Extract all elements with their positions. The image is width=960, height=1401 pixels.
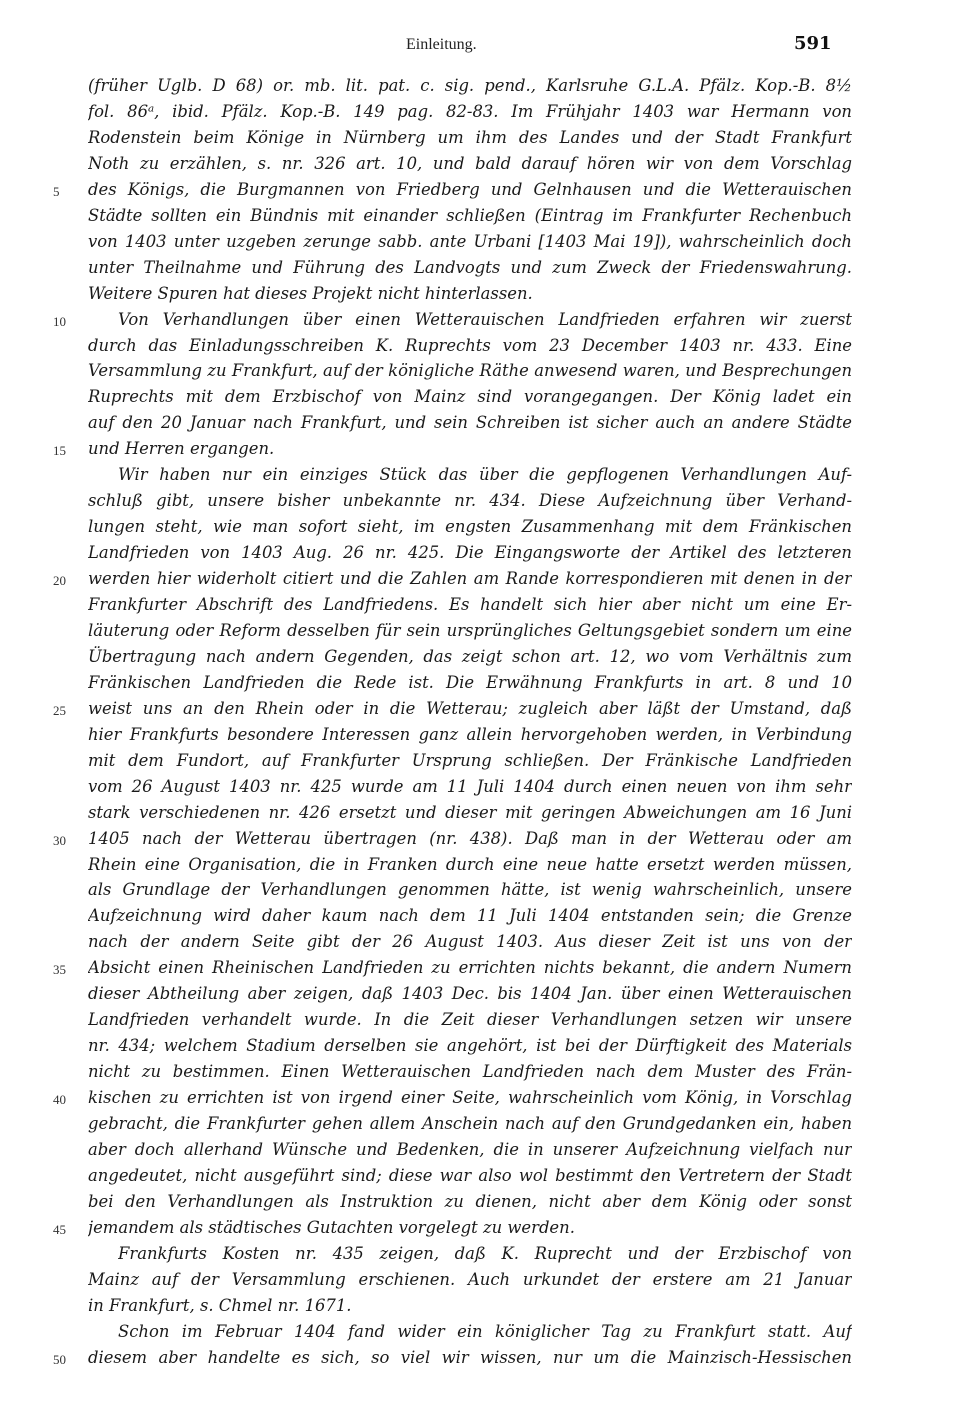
text-line: weist uns an den Rhein oder in die Wetterau; zugleich aber läßt der Umstand, daß [88, 698, 852, 718]
text-line: Landfrieden verhandelt wurde. In die Zeit dieser Verhandlungen setzen wir unsere [88, 1010, 852, 1030]
text-line: Ruprechts mit dem Erzbischof von Mainz sind vorangegangen. Der König ladet ein [88, 387, 852, 407]
text-line: nach der andern Seite gibt der 26 August 1403. Aus dieser Zeit ist uns von der [88, 932, 852, 952]
text-line: Frankfurts Kosten nr. 435 zeigen, daß K. Ruprecht und der Erzbischof von [118, 1243, 852, 1263]
text-line: Übertragung nach andern Gegenden, das zeigt schon art. 12, wo vom Verhältnis zum [88, 646, 852, 666]
text-line: gebracht, die Frankfurter gehen allem Anschein nach auf den Grundgedanken ein, haben [88, 1114, 852, 1133]
running-header: Einleitung. [406, 36, 477, 53]
text-line: angedeutet, nicht ausgeführt sind; diese war also wol bestimmt den Vertretern der Stadt [88, 1165, 852, 1185]
text-line: Weitere Spuren hat dieses Projekt nicht hinterlassen. [88, 283, 533, 303]
text-line: Noth zu erzählen, s. nr. 326 art. 10, und bald darauf hören wir von dem Vorschlag [88, 153, 852, 173]
text-line: von 1403 unter uzgeben zerunge sabb. ante Urbani [1403 Mai 19]), wahrscheinlich doch [88, 231, 852, 251]
text-line: durch das Einladungsschreiben K. Ruprechts vom 23 December 1403 nr. 433. Eine [88, 335, 852, 355]
text-line: fol. 86ᵃ, ibid. Pfälz. Kop.-B. 149 pag. 82-83. Im Frühjahr 1403 war Hermann von [88, 101, 852, 121]
page-number: 591 [794, 33, 832, 54]
text-line: vom 26 August 1403 nr. 425 wurde am 11 Juli 1404 durch einen neuen von ihm sehr [88, 776, 852, 796]
text-line: diesem aber handelte es sich, so viel wir wissen, nur um die Mainzisch-Hessischen [88, 1347, 852, 1367]
text-line: Versammlung zu Frankfurt, auf der königliche Räthe anwesend waren, und Besprechungen [88, 361, 852, 381]
margin-line-number: 30 [53, 832, 66, 848]
text-line: Rodenstein beim Könige in Nürnberg um ihm des Landes und der Stadt Frankfurt [88, 127, 852, 147]
margin-line-number: 20 [53, 573, 66, 589]
margin-line-number: 25 [53, 702, 66, 718]
text-line: und Herren ergangen. [88, 439, 275, 459]
margin-line-number: 50 [53, 1351, 66, 1367]
text-line: läuterung oder Reform desselben für sein ursprüngliches Geltungsgebiet sondern um eine [88, 620, 852, 640]
text-line: auf den 20 Januar nach Frankfurt, und sein Schreiben ist sicher auch an andere Städte [88, 413, 852, 433]
text-line: Fränkischen Landfrieden die Rede ist. Die Erwähnung Frankfurts in art. 8 und 10 [88, 672, 852, 692]
text-line: Landfrieden von 1403 Aug. 26 nr. 425. Die Eingangsworte der Artikel des letzteren [88, 543, 852, 563]
text-line: schluß gibt, unsere bisher unbekannte nr. 434. Diese Aufzeichnung über Verhand- [88, 491, 852, 511]
text-line: nr. 434; welchem Stadium derselben sie angehört, ist bei der Dürftigkeit des Materials [88, 1036, 852, 1056]
text-line: jemandem als städtisches Gutachten vorgelegt zu werden. [88, 1217, 575, 1237]
text-line: des Königs, die Burgmannen von Friedberg und Gelnhausen und die Wetterauischen [88, 179, 852, 199]
text-line: als Grundlage der Verhandlungen genommen hätte, ist wenig wahrscheinlich, unsere [88, 880, 852, 900]
margin-line-number: 40 [53, 1092, 66, 1108]
text-line: in Frankfurt, s. Chmel nr. 1671. [88, 1295, 352, 1315]
text-line: werden hier widerholt citiert und die Zahlen am Rande korrespondieren mit denen in der [88, 569, 852, 589]
margin-line-number: 15 [53, 443, 66, 459]
text-line: unter Theilnahme und Führung des Landvogts und zum Zweck der Friedenswahrung. [88, 257, 852, 277]
text-line: Städte sollten ein Bündnis mit einander schließen (Eintrag im Frankfurter Rechenbuch [88, 205, 852, 225]
text-line: dieser Abtheilung aber zeigen, daß 1403 Dec. bis 1404 Jan. über einen Wetterauischen [88, 984, 852, 1004]
text-line: bei den Verhandlungen als Instruktion zu dienen, nicht aber dem König oder sonst [88, 1191, 852, 1211]
text-line: 1405 nach der Wetterau übertragen (nr. 438). Daß man in der Wetterau oder am [88, 828, 852, 848]
margin-line-number: 10 [53, 313, 66, 329]
text-line: Absicht einen Rheinischen Landfrieden zu errichten nichts bekannt, die andern Numern [88, 958, 852, 978]
text-line: Mainz auf der Versammlung erschienen. Auch urkundet der erstere am 21 Januar [88, 1269, 852, 1289]
text-line: Frankfurter Abschrift des Landfriedens. Es handelt sich hier aber nicht um eine Er- [88, 595, 852, 614]
margin-line-number: 35 [53, 962, 66, 978]
text-line: aber doch allerhand Wünsche und Bedenken, die in unserer Aufzeichnung vielfach nur [88, 1139, 852, 1159]
text-line: stark verschiedenen nr. 426 ersetzt und dieser mit geringen Abweichungen am 16 Juni [88, 802, 852, 822]
text-line: kischen zu errichten ist von irgend einer Seite, wahrscheinlich vom König, in Vorschlag [88, 1088, 852, 1108]
text-line: Rhein eine Organisation, die in Franken durch eine neue hatte ersetzt werden müssen, [88, 854, 852, 874]
text-line: (früher Uglb. D 68) or. mb. lit. pat. c. sig. pend., Karlsruhe G.L.A. Pfälz. Kop.-B. 8½ [88, 76, 852, 95]
margin-line-number: 5 [53, 183, 60, 199]
text-line: nicht zu bestimmen. Einen Wetterauischen Landfrieden nach dem Muster des Frän- [88, 1062, 852, 1082]
text-line: lungen steht, wie man sofort sieht, im engsten Zusammenhang mit dem Fränkischen [88, 517, 852, 537]
text-line: mit dem Fundort, auf Frankfurter Ursprung schließen. Der Fränkische Landfrieden [88, 750, 852, 770]
text-line: Von Verhandlungen über einen Wetterauischen Landfrieden erfahren wir zuerst [118, 309, 852, 329]
text-line: hier Frankfurts besondere Interessen ganz allein hervorgehoben werden, in Verbindung [88, 724, 852, 744]
margin-line-number: 45 [53, 1221, 66, 1237]
text-line: Schon im Februar 1404 fand wider ein königlicher Tag zu Frankfurt statt. Auf [118, 1321, 852, 1341]
text-line: Wir haben nur ein einziges Stück das über die gepflogenen Verhandlungen Auf- [118, 465, 852, 485]
text-line: Aufzeichnung wird daher kaum nach dem 11 Juli 1404 entstanden sein; die Grenze [88, 906, 852, 926]
